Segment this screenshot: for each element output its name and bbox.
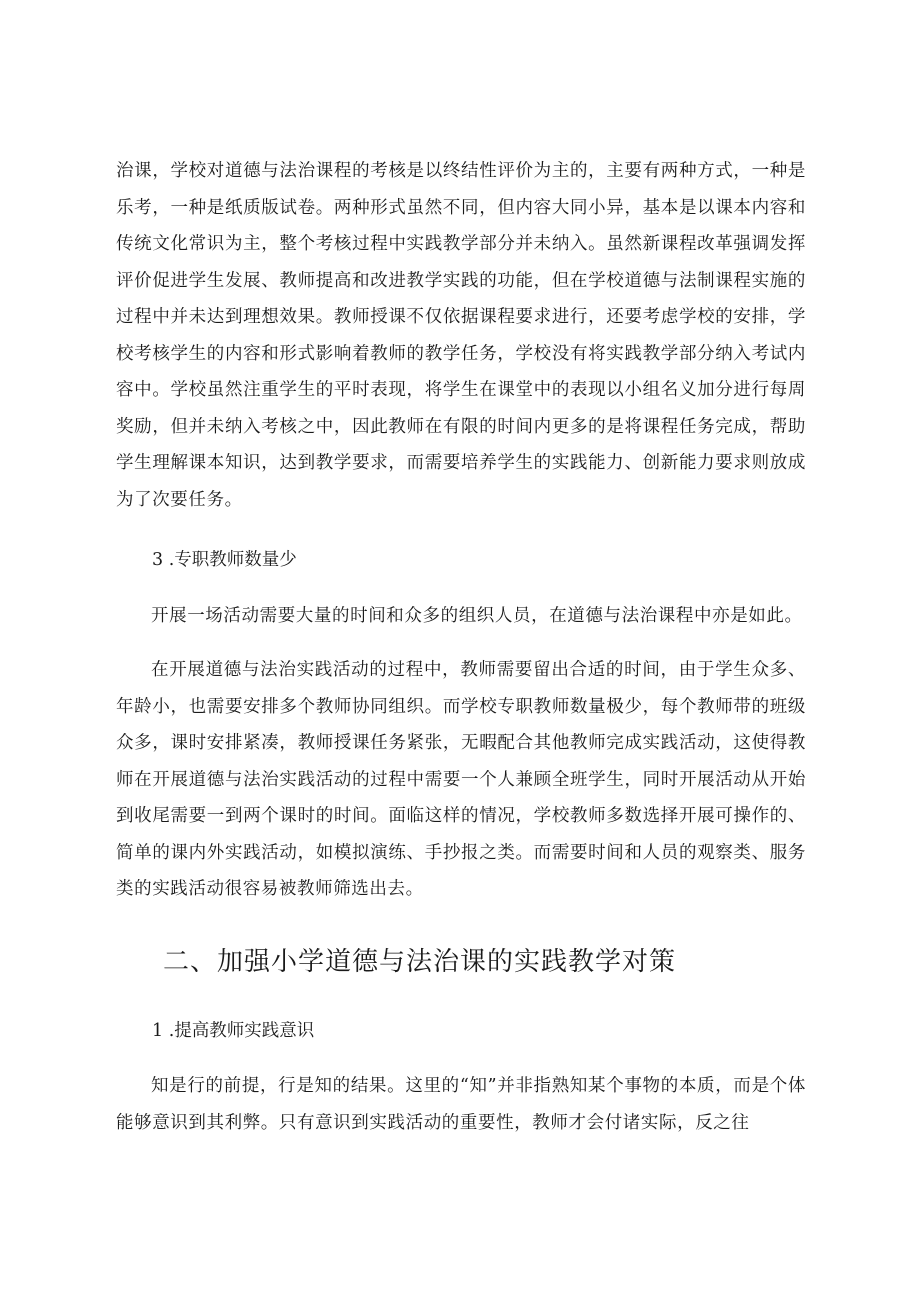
paragraph-assessment: 治课，学校对道德与法治课程的考核是以终结性评价为主的，主要有两种方式，一种是乐考，一种是纸质版试卷。两种形式虽然不同，但内容大同小异，基本是以课本内容和传统文化常识为主，整个考核过程中实践教学部分并未纳入。虽然新课程改革强调发挥评价促进学生发展、教师提高和改进教学实践的功能，但在学校道德与法制课程实施的过程中并未达到理想效果。教师授课不仅依据课程要求进行，还要考虑学校的安排，学校考核学生的内容和形式影响着教师的教学任务，学校没有将实践教学部分纳入考试内容中。学校虽然注重学生的平时表现，将学生在课堂中的表现以小组名义加分进行每周奖励，但并未纳入考核之中，因此教师在有限的时间内更多的是将课程任务完成，帮助学生理解课本知识，达到教学要求，而需要培养学生的实践能力、创新能力要求则放成为了次要任务。 bbox=[116, 161, 806, 510]
paragraph-knowledge-action: 知是行的前提，行是知的结果。这里的“知”并非指熟知某个事物的本质，而是个体能够意识到其利弊。只有意识到实践活动的重要性，教师才会付诸实际，反之往 bbox=[116, 1076, 806, 1133]
paragraph-activity-needs: 开展一场活动需要大量的时间和众多的组织人员，在道德与法治课程中亦是如此。 bbox=[151, 606, 803, 626]
paragraph-teacher-shortage: 在开展道德与法治实践活动的过程中，教师需要留出合适的时间，由于学生众多、年龄小，也需要安排多个教师协同组织。而学校专职教师数量极少，每个教师带的班级众多，课时安排紧凑，教师授课任务紧张，无暇配合其他教师完成实践活动，这使得教师在开展道德与法治实践活动的过程中需要一个人兼顾全班学生，同时开展活动从开始到收尾需要一到两个课时的时间。面临这样的情况，学校教师多数选择开展可操作的、简单的课内外实践活动，如模拟演练、手抄报之类。而需要时间和人员的观察类、服务类的实践活动很容易被教师筛选出去。 bbox=[116, 660, 806, 899]
subheading-full-time-teachers: 3 .专职教师数量少 bbox=[152, 550, 297, 570]
section-heading-strategies: 二、加强小学道德与法治课的实践教学对策 bbox=[163, 947, 677, 977]
subheading-practice-awareness: 1 .提高教师实践意识 bbox=[152, 1021, 315, 1041]
